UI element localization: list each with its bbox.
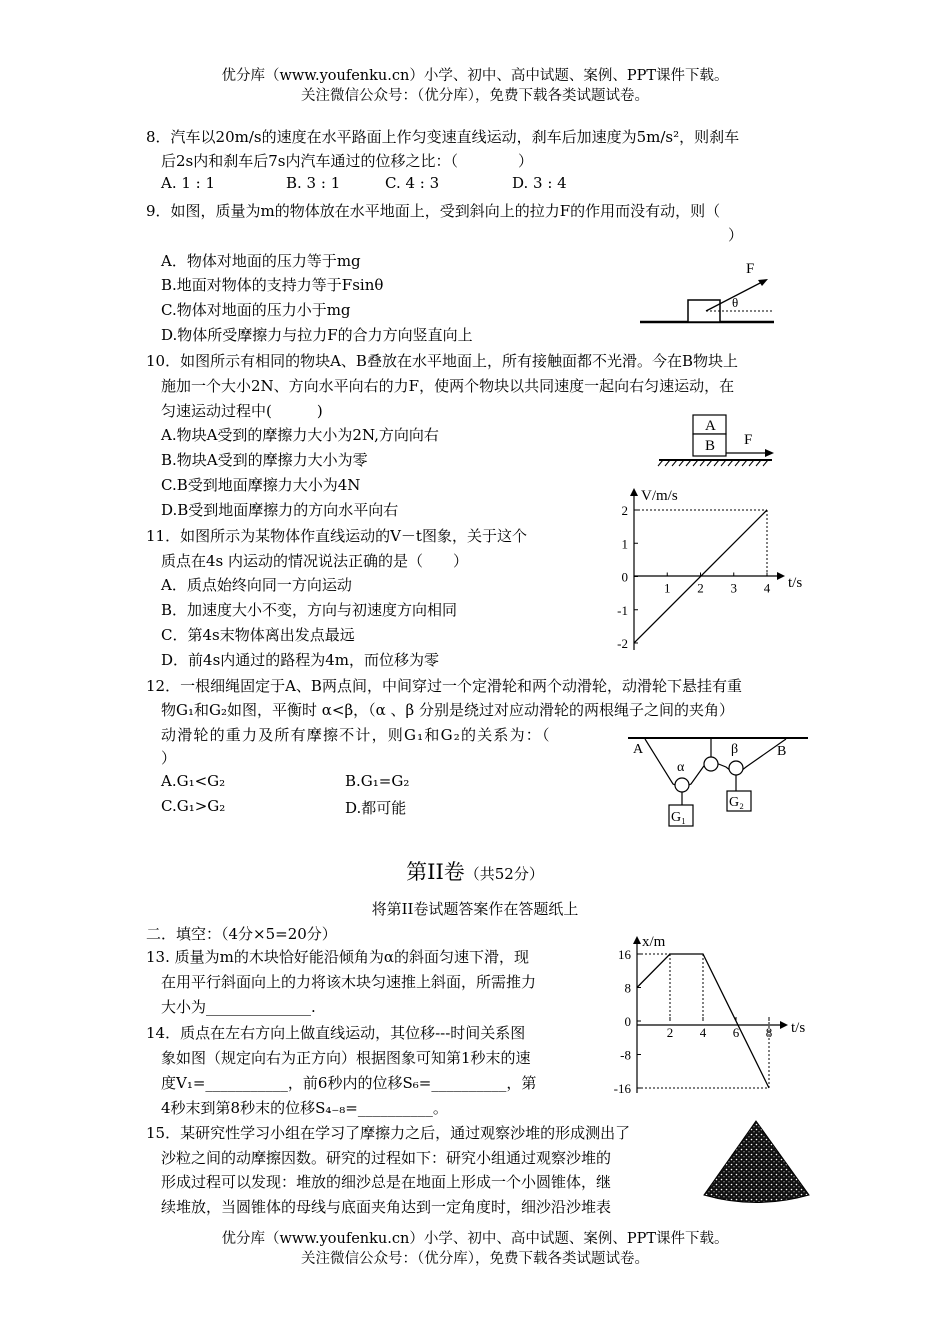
- q14-line-2: 象如图（规定向右为正方向）根据图象可知第1秒末的速: [161, 1049, 531, 1067]
- footer-line-1: 优分库（www.youfenku.cn）小学、初中、高中试题、案例、PPT课件下载。: [221, 1231, 729, 1247]
- part2-instruction: 将第II卷试题答案作在答题纸上: [371, 900, 579, 918]
- q12-line-3: 动滑轮的重力及所有摩擦不计，则G₁和G₂的关系为：（: [161, 726, 551, 744]
- q12-label-a: A: [633, 742, 644, 757]
- q10-option-c: C.B受到地面摩擦力大小为4N: [161, 476, 361, 494]
- q8-option-b: B. 3 : 1: [286, 174, 341, 192]
- header-line-2: 关注微信公众号：（优分库），免费下载各类试题试卷。: [301, 88, 649, 104]
- vt-x-tick-label: 2: [697, 580, 704, 596]
- part2-title-text: 第II卷: [406, 860, 465, 884]
- vt-x-tick-label: 3: [730, 580, 737, 596]
- sand-cone-figure: [700, 1118, 815, 1208]
- q11-line-2: 质点在4s 内运动的情况说法正确的是（ ）: [161, 552, 469, 570]
- q9-option-c: C.物体对地面的压力小于mg: [161, 301, 351, 319]
- q15-line-2: 沙粒之间的动摩擦因数。研究的过程如下：研究小组通过观察沙堆的: [161, 1149, 612, 1167]
- q13-line-1: 13. 质量为m的木块恰好能沿倾角为α的斜面匀速下滑，现: [146, 948, 529, 966]
- q10-option-d: D.B受到地面摩擦力的方向水平向右: [161, 501, 399, 519]
- xt-x-arrowhead: [780, 1021, 788, 1029]
- xt-x-tick-label: 4: [699, 1025, 707, 1040]
- q13-line-2: 在用平行斜面向上的力将该木块匀速推上斜面，所需推力: [161, 973, 537, 991]
- xt-y-tick-label: 8: [624, 980, 631, 996]
- xt-y-arrowhead: [633, 936, 641, 944]
- q12-label-beta: β: [731, 742, 739, 757]
- vt-x-tick-label: 1: [664, 580, 671, 596]
- q12-label-g2: G₂: [729, 795, 744, 810]
- q14-line-3: 度V₁=___________，前6秒内的位移S₆=__________，第: [161, 1074, 537, 1092]
- vt-x-arrowhead: [777, 572, 785, 580]
- q11-option-a: A．质点始终向同一方向运动: [161, 576, 352, 594]
- q12-moving-pulley-1: [675, 778, 689, 792]
- xt-chart: [605, 928, 820, 1098]
- q10-label-b: B: [705, 438, 716, 454]
- q12-label-alpha: α: [677, 760, 685, 775]
- q9-option-d: D.物体所受摩擦力与拉力F的合力方向竖直向上: [161, 326, 473, 344]
- xt-x-label: t/s: [791, 1020, 806, 1036]
- q10-option-b: B.物块A受到的摩擦力大小为零: [161, 451, 368, 469]
- q8-line-1: 8．汽车以20m/s的速度在水平路面上作匀变速直线运动，刹车后加速度为5m/s²，则刹车: [146, 128, 740, 146]
- q9-label-f: F: [746, 261, 755, 277]
- xt-x-tick-label: 6: [732, 1025, 740, 1040]
- q11-option-c: C．第4s末物体离出发点最远: [161, 626, 355, 644]
- q9-arrowhead: [758, 279, 768, 286]
- q9-option-a: A．物体对地面的压力等于mg: [161, 252, 361, 270]
- q12-option-b: B.G₁=G₂: [345, 772, 410, 790]
- q13-line-3: 大小为______________.: [161, 998, 316, 1016]
- vt-y-label: V/m/s: [641, 488, 678, 504]
- xt-y-tick-label: -16: [613, 1081, 631, 1096]
- vt-x-tick-label: 4: [763, 580, 771, 596]
- vt-y-tick-label: 0: [621, 569, 628, 585]
- q12-option-c: C.G₁>G₂: [161, 797, 226, 815]
- q8-line-2: 后2s内和刹车后7s内汽车通过的位移之比：（ ）: [161, 152, 533, 170]
- vt-chart: [600, 485, 820, 665]
- q8-option-a: A. 1 : 1: [161, 174, 216, 192]
- q8-option-d: D. 3 : 4: [512, 174, 567, 192]
- sand-cone: [704, 1121, 809, 1203]
- vt-y-tick-label: -2: [617, 636, 628, 651]
- q12-option-a: A.G₁<G₂: [161, 772, 226, 790]
- q12-label-g1: G₁: [671, 810, 686, 825]
- q12-rope: [645, 739, 706, 788]
- q14-line-4: 4秒末到第8秒末的位移S₄₋₈=__________。: [161, 1099, 448, 1117]
- q9-line-1: 9．如图，质量为m的物体放在水平地面上，受到斜向上的拉力F的作用而没有动，则（: [146, 202, 721, 220]
- vt-y-tick-label: 2: [621, 503, 628, 518]
- q14-line-1: 14．质点在左右方向上做直线运动，其位移---时间关系图: [146, 1024, 526, 1042]
- vt-y-arrowhead: [630, 488, 638, 496]
- q10-line-2: 施加一个大小2N、方向水平向右的力F，使两个物块以共同速度一起向右匀速运动，在: [161, 377, 735, 395]
- xt-y-tick-label: 16: [618, 947, 631, 962]
- q11-line-1: 11．如图所示为某物体作直线运动的V－t图象，关于这个: [146, 527, 527, 545]
- q9-label-theta: θ: [732, 295, 739, 310]
- vt-y-tick-label: 1: [621, 536, 628, 552]
- q11-option-d: D．前4s内通过的路程为4m，而位移为零: [161, 651, 440, 669]
- q12-fixed-pulley: [704, 757, 718, 771]
- q15-line-4: 续堆放，当圆锥体的母线与底面夹角达到一定角度时，细沙沿沙堆表: [161, 1198, 612, 1216]
- xt-y-tick-label: -8: [620, 1047, 631, 1063]
- q10-figure: [655, 413, 780, 468]
- q12-line-2: 物G₁和G₂如图，平衡时 α<β，（α 、β 分别是绕过对应动滑轮的两根绳子之间的夹角）: [161, 701, 734, 719]
- xt-y-label: x/m: [642, 934, 666, 950]
- q10-label-a: A: [705, 418, 716, 434]
- q10-line-1: 10．如图所示有相同的物块A、B叠放在水平地面上，所有接触面都不光滑。今在B物块上: [146, 352, 738, 370]
- part2-title: [0, 856, 950, 886]
- q10-label-f: F: [744, 432, 753, 448]
- q8-option-c: C. 4 : 3: [385, 174, 440, 192]
- q9-option-b: B.地面对物体的支持力等于Fsinθ: [161, 276, 384, 294]
- footer-line-2: 关注微信公众号：（优分库），免费下载各类试题试卷。: [301, 1251, 649, 1267]
- q10-option-a: A.物块A受到的摩擦力大小为2N,方向向右: [161, 426, 439, 444]
- header-line-1: 优分库（www.youfenku.cn）小学、初中、高中试题、案例、PPT课件下载。: [221, 68, 729, 84]
- q15-line-1: 15．某研究性学习小组在学习了摩擦力之后，通过观察沙堆的形成测出了: [146, 1124, 631, 1142]
- q10-line-3: 匀速运动过程中( ): [161, 402, 323, 420]
- q11-option-b: B．加速度大小不变，方向与初速度方向相同: [161, 601, 458, 619]
- q12-moving-pulley-2: [729, 761, 743, 775]
- xt-y-tick-label: 0: [624, 1014, 631, 1029]
- part2-score: （共52分）: [464, 865, 544, 883]
- q12-line-4: ）: [161, 749, 177, 767]
- q12-line-1: 12．一根细绳固定于A、B两点间，中间穿过一个定滑轮和两个动滑轮，动滑轮下悬挂有重: [146, 677, 742, 695]
- q10-arrowhead: [765, 449, 774, 457]
- q9-line-1b: ）: [728, 226, 744, 244]
- q12-option-d: D.都可能: [345, 799, 407, 817]
- vt-x-label: t/s: [788, 575, 803, 591]
- q9-figure: [640, 255, 780, 330]
- q15-line-3: 形成过程可以发现：堆放的细沙总是在地面上形成一个小圆锥体，继: [161, 1173, 612, 1191]
- vt-y-tick-label: -1: [617, 602, 628, 618]
- xt-x-tick-label: 8: [765, 1025, 773, 1040]
- q12-rope-right: [716, 739, 786, 775]
- fill-heading: 二．填空：（4分×5=20分）: [146, 925, 337, 943]
- xt-x-tick-label: 2: [666, 1025, 674, 1040]
- q12-figure: [620, 733, 810, 828]
- q12-label-b: B: [777, 744, 787, 759]
